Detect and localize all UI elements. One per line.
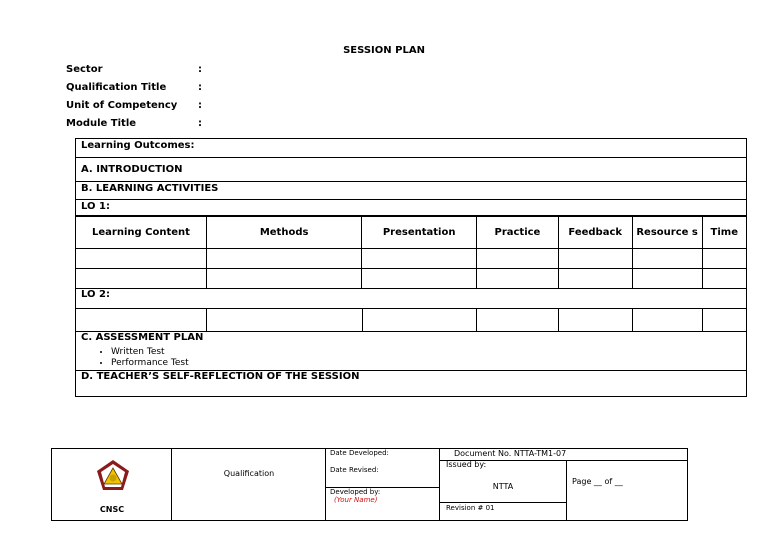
learning-outcomes-row: Learning Outcomes: [76, 139, 746, 158]
list-item: • Written Test [111, 347, 746, 358]
field-label: Qualification Title [66, 82, 167, 93]
table-cell[interactable] [76, 269, 206, 289]
table-cell[interactable] [76, 309, 207, 331]
col-header-time: Time [702, 217, 746, 249]
learning-activities-row: B. LEARNING ACTIVITIES [76, 182, 746, 200]
table-cell[interactable] [702, 269, 746, 289]
activities-grid-lo2 [76, 309, 746, 332]
field-separator: : [198, 100, 202, 111]
table-cell[interactable] [632, 269, 702, 289]
table-cell[interactable] [477, 249, 559, 269]
col-header-feedback: Feedback [558, 217, 632, 249]
field-separator: : [198, 82, 202, 93]
table-cell[interactable] [632, 249, 702, 269]
table-cell[interactable] [207, 309, 363, 331]
col-header-methods: Methods [206, 217, 361, 249]
table-cell[interactable] [76, 249, 206, 269]
document-number: Document No. NTTA-TM1-07 [454, 449, 567, 458]
reflection-row: D. TEACHER’S SELF-REFLECTION OF THE SESSION [81, 371, 360, 382]
footer-dates-cell [326, 449, 440, 520]
col-header-practice: Practice [477, 217, 559, 249]
session-plan-table [75, 138, 747, 397]
table-cell[interactable] [559, 309, 633, 331]
assessment-plan-row [76, 331, 746, 371]
revision-number: Revision # 01 [446, 504, 495, 512]
introduction-row: A. INTRODUCTION [76, 158, 746, 182]
cnsc-logo-icon [96, 459, 130, 491]
field-qualification-title [66, 79, 202, 97]
activities-grid-lo1 [76, 216, 746, 289]
document-footer [51, 448, 688, 521]
list-item: • Performance Test [111, 358, 746, 369]
table-row [76, 269, 746, 289]
table-cell[interactable] [362, 249, 477, 269]
footer-document-cell [440, 449, 687, 520]
page-number: Page __ of __ [572, 477, 623, 486]
col-header-presentation: Presentation [362, 217, 477, 249]
field-separator: : [198, 118, 202, 129]
table-cell[interactable] [362, 269, 477, 289]
footer-qualification-cell [172, 449, 326, 520]
table-cell[interactable] [206, 249, 361, 269]
issued-by-label: Issued by: [446, 460, 487, 469]
field-label: Unit of Competency [66, 100, 178, 111]
table-cell[interactable] [558, 249, 632, 269]
developed-by-label: Developed by: [330, 488, 381, 496]
table-row [76, 309, 746, 331]
table-cell[interactable] [632, 309, 702, 331]
field-unit-of-competency [66, 97, 202, 115]
date-developed-label: Date Developed: [330, 449, 389, 457]
assessment-list [81, 347, 746, 369]
table-cell[interactable] [702, 249, 746, 269]
table-cell[interactable] [558, 269, 632, 289]
lo2-row: LO 2: [76, 288, 746, 309]
table-row [76, 249, 746, 269]
table-cell[interactable] [477, 309, 559, 331]
lo1-row: LO 1: [76, 200, 746, 216]
field-separator: : [198, 64, 202, 75]
date-revised-label: Date Revised: [330, 466, 379, 474]
table-cell[interactable] [362, 309, 477, 331]
table-cell[interactable] [702, 309, 746, 331]
col-header-resources: Resource s [632, 217, 702, 249]
org-name: CNSC [99, 505, 125, 514]
table-cell[interactable] [477, 269, 559, 289]
field-label: Module Title [66, 118, 137, 129]
field-label: Sector [66, 64, 103, 75]
qualification-label: Qualification [223, 469, 275, 478]
table-cell[interactable] [206, 269, 361, 289]
field-sector [66, 61, 202, 79]
header-fields [66, 61, 202, 133]
assessment-plan-heading: C. ASSESSMENT PLAN [81, 332, 204, 343]
developer-name: (Your Name) [334, 496, 378, 504]
col-header-learning-content: Learning Content [76, 217, 206, 249]
page-title: SESSION PLAN [343, 45, 425, 56]
issuer-name: NTTA [492, 482, 514, 491]
footer-logo-cell [52, 449, 172, 520]
field-module-title [66, 115, 202, 133]
